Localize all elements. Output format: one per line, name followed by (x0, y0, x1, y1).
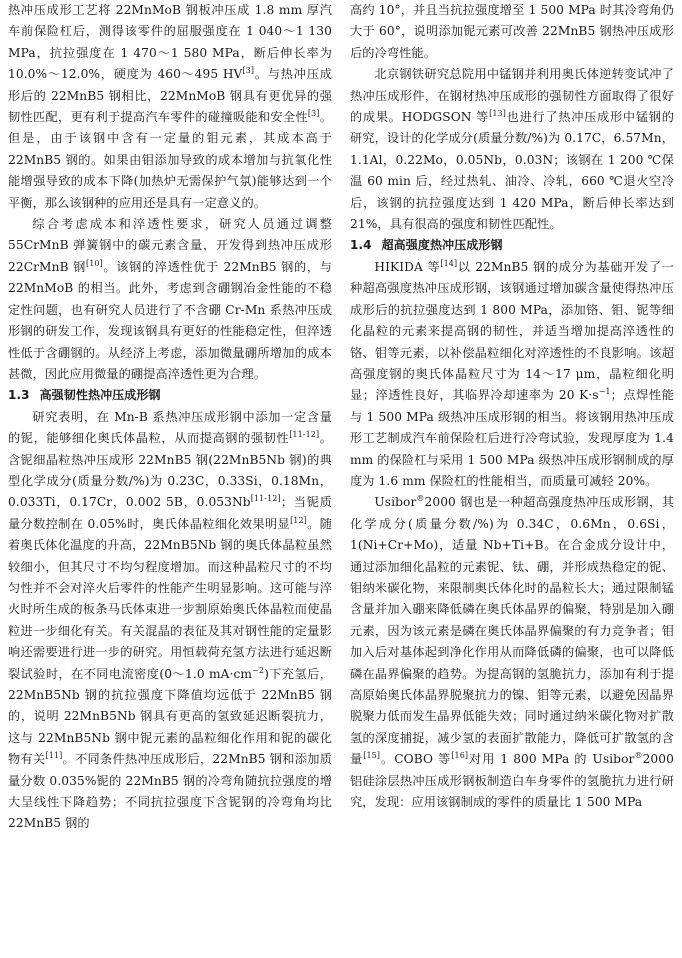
text: 。该钢的淬透性优于 22MnB5 钢的，与 22MnMoB 的相当。此外，考虑到含硼钢冶金性能的不稳定性问题，也有研究人员进行了不含硼 Cr-Mn 系热冲压成形钢的研发工作，发现该钢具有更好的性能稳定性，但淬透性低于含硼钢的。从经济上考虑，添加微量硼所增加的成本甚微，因此应用微量的硼提高淬透性更为合理。 (8, 259, 332, 381)
section-title: 超高强度热冲压成形钢 (381, 238, 503, 253)
text: ；当铌质量分数控制在 0.05%时，奥氏体晶粒细化效果明显 (8, 495, 332, 531)
citation: [15] (363, 751, 381, 761)
text: 。含铌细晶粒热冲压成形 22MnB5 钢(22MnB5Nb 钢)的典型化学成分(质量分数/%)为 0.23C，0.33Si，0.18Mn，0.033Ti，0.17Cr，0.002 5B，0.053Nb (8, 431, 333, 510)
text: 。随着奥氏体化温度的升高，22MnB5Nb 钢的奥氏体晶粒虽然较细小，但其尺寸不均匀程度增加。而这种晶粒尺寸的不均匀性并不会对淬火后零件的性能产生明显影响。这可能与淬火时所生成的板条马氏体束进一步割原始奥氏体晶粒而使晶粒进一步细化有关。有关混晶的表征及其对钢性能的定量影响还需要进行进一步的研究。用恒载荷充氢方法进行延迟断裂试验时，在不同电流密度(0～1.0 mA·cm (8, 516, 332, 681)
text: 。与热冲压成形后的 22MnB5 钢相比，22MnMoB 钢具有更优异的强韧性匹配，更有利于提高汽车零件的碰撞吸能和安全性 (8, 67, 332, 125)
text: 北京钢铁研究总院用中锰钢并利用奥氏体逆转变试冲了热冲压成形件，在钢材热冲压成形的强韧性方面取得了很好的成果。HODGSON 等 (350, 67, 674, 125)
text: HIKIDA 等 (374, 259, 441, 274)
citation: [10] (86, 258, 103, 268)
section-title: 高强韧性热冲压成形钢 (39, 388, 161, 403)
paragraph-hikida (350, 257, 674, 492)
text: 。但是，由于该钢中含有一定量的钼元素，其成本高于 22MnB5 钢的。如果由钼添加导致的成本增加与抗氧化性能增强导致的成本下降(加热炉无需保护气氛)能够达到一个平衡，那么该钢种的应用还是具有一定意义的。 (8, 110, 332, 210)
paragraph-22mnb5nb (8, 407, 332, 835)
text: 综合考虑成本和淬透性要求，研究人员通过调整 55CrMnB 弹簧钢中的碳元素含量，开发得到热冲压成形 22CrMnB 钢 (8, 217, 332, 274)
citation: [11-12] (289, 430, 320, 440)
citation: [14] (440, 258, 458, 268)
section-number: 1.3 (8, 388, 30, 403)
text: 。COBO 等 (380, 752, 452, 767)
text: 2000 铝硅涂层热冲压成形钢板制造白车身零件的氢脆抗力进行研究，发现：应用该钢制成的零件的质量比 1 500 MPa (350, 752, 674, 810)
text: Usibor (374, 495, 417, 510)
right-column (350, 0, 674, 813)
text: ；点焊性能与 1 500 MPa 级热冲压成形钢的相当。将该钢用热冲压成形工艺制成汽车前保险杠后进行冷弯试验，发现厚度为 1.4 mm 的保险杠与采用 1 500 MPa 级热冲压成形钢制成的厚度为 1.6 mm 保险杠的性能相当，而质量可减轻 20%。 (350, 388, 675, 488)
text: 也进行了热冲压成形中锰钢的研究，设计的化学成分(质量分数/%)为 0.17C，6.57Mn，1.1Al，0.22Mo，0.05Nb，0.03N；该钢在 1 200 ℃保温 60 min 后，经过热轧、油冷、冷轧，660 ℃退火空冷后，该钢的抗拉强度达到 1 420 MPa，断后伸长率达到 21%，具有很高的强度和韧性匹配性。 (350, 110, 674, 232)
citation: [16] (451, 751, 469, 761)
text: 以 22MnB5 钢的成分为基础开发了一种超高强度热冲压成形钢，该钢通过增加碳含量使得热冲压成形后的抗拉强度达到 1 800 MPa，添加铬、钼、铌等细化晶粒的元素来提高钢的韧性，并适当增加提高淬透性的铬、钼等元素，以补偿晶粒细化对淬透性的不良影响。该超高强度钢的奥氏体晶粒尺寸为 14～17 μm，晶粒细化明显；淬透性良好，其临界冷却速率为 20 K·s (350, 259, 675, 403)
citation: [11-12] (250, 494, 281, 504)
text: 2000 钢也是一种超高强度热冲压成形钢，其化学成分(质量分数/%)为 0.34C，0.6Mn，0.6Si，1(Ni+Cr+Mo)，适量 Nb+Ti+B。在合金成分设计中，通过添加细化晶粒的元素铌、钛、硼，并形成热稳定的铌、钼纳米碳化物，来限制奥氏体化时的晶粒长大；通过限制锰含量并加入硼来降低磷在奥氏体晶界的偏聚，特别是加入硼元素，因为该元素是磷在奥氏体晶界偏聚的有力竞争者；钼加入后对基体起到净化作用从而降低磷的偏聚，也可以降低磷在晶界偏聚的趋势。为提高钢的氢脆抗力，添加有利于提高原始奥氏体晶界脱聚抗力的镍、钼等元素，以避免因晶界脱聚力低而发生晶界低能失效；同时通过纳米碳化物对扩散氢的深度捕捉，减少氢的表面扩散能力，降低可扩散氢的含量 (350, 495, 674, 767)
section-heading-1-3 (8, 385, 332, 406)
text: 高约 10°，并且当抗拉强度增至 1 500 MPa 时其冷弯角仍大于 60°，说明添加铌元素可改善 22MnB5 钢热冲压成形后的冷弯性能。 (350, 3, 674, 60)
text: )下充氢后，22MnB5Nb 钢的抗拉强度下降值均远低于 22MnB5 钢的，说明 22MnB5Nb 钢具有更高的氢致延迟断裂抗力，这与 22MnB5Nb 钢中铌元素的晶粒细化作用和铌的碳化物有关 (8, 666, 333, 767)
left-column (8, 0, 332, 835)
citation: [13] (489, 108, 506, 118)
text: 对用 1 800 MPa 的 Usibor (468, 752, 635, 767)
registered-mark: ® (416, 494, 425, 504)
section-number: 1.4 (350, 238, 372, 253)
paragraph-usibor (350, 492, 674, 813)
paragraph-22crmnb (8, 214, 332, 385)
paragraph-continued (350, 0, 674, 64)
text: 。不同条件热冲压成形后，22MnB5 钢和添加质量分数 0.035%铌的 22MnB5 钢的冷弯角随抗拉强度的增大呈线性下降趋势；不同抗拉强度下含铌钢的冷弯角均比 22MnB5 钢的 (8, 752, 332, 831)
citation: [11] (45, 751, 63, 761)
superscript: −2 (252, 665, 265, 675)
text: 研究表明，在 Mn-B 系热冲压成形钢中添加一定含量的铌，能够细化奥氏体晶粒，从而提高钢的强韧性 (8, 409, 332, 446)
registered-mark: ® (634, 751, 643, 761)
section-heading-1-4 (350, 235, 674, 256)
citation: [3] (242, 66, 255, 76)
paragraph-22mnmob (8, 0, 332, 214)
text: 热冲压成形工艺将 22MnMoB 钢板冲压成 1.8 mm 厚汽车前保险杠后，测得该零件的屈服强度在 1 040～1 130 MPa，抗拉强度在 1 470～1 580 MPa，断后伸长率为 10.0%～12.0%，硬度为 460～495 HV (8, 3, 332, 82)
paragraph-medium-mn-steel (350, 64, 674, 235)
citation: [3] (307, 108, 320, 118)
superscript: −1 (598, 387, 611, 397)
citation: [12] (290, 515, 307, 525)
